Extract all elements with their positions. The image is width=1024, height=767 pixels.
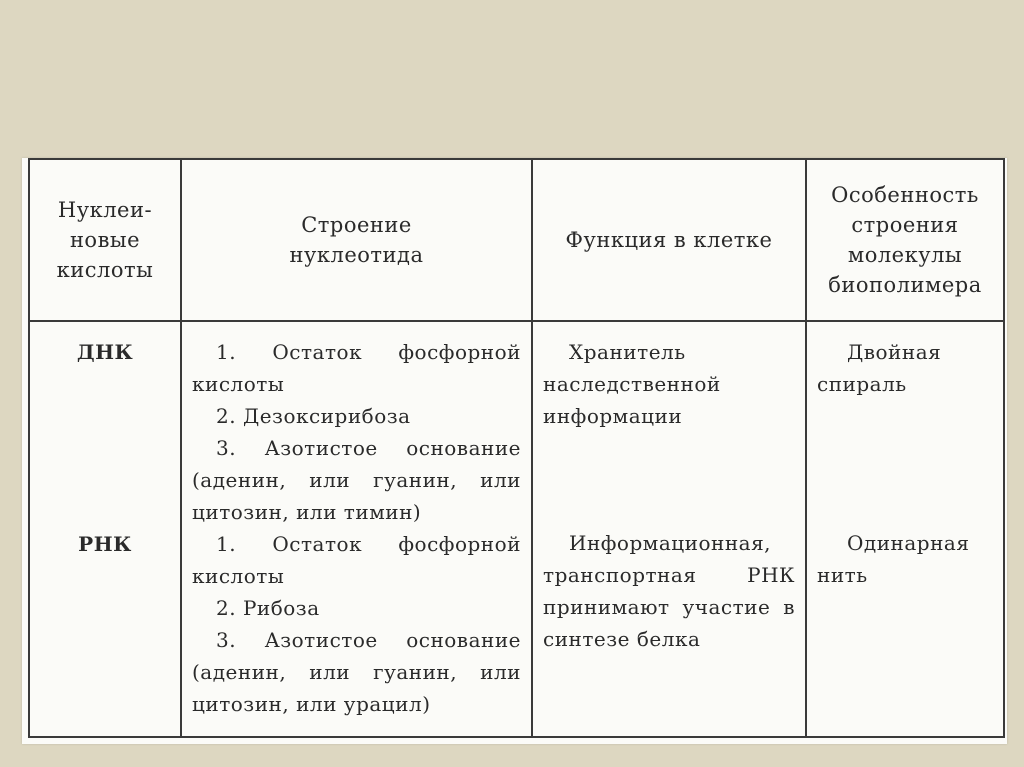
table-body-row — [29, 321, 1004, 737]
header-cell-function: Функция в клетке — [532, 159, 806, 321]
acid-cell — [29, 321, 181, 737]
acid-rna: РНК — [78, 532, 132, 556]
rna-structure-item-1: 1. Остаток фосфорной кислоты — [192, 532, 521, 588]
header-nucleic-acids: Нуклеи- новые кислоты — [29, 159, 181, 321]
header-nucleotide-structure: Строение нуклеотида — [181, 159, 532, 321]
rna-structure-item-2: 2. Рибоза — [216, 596, 320, 620]
dna-structure-item-3: 3. Азотистое основание (аденин, или гуанин, или цитозин, или тимин) — [192, 436, 521, 524]
acid-dna: ДНК — [76, 340, 134, 364]
feature-cell — [806, 321, 1004, 737]
dna-function: Хранитель наследственной информации — [543, 340, 721, 428]
rna-structure-item-3: 3. Азотистое основание (аденин, или гуанин, или цитозин, или урацил) — [192, 628, 521, 716]
function-cell — [532, 321, 806, 737]
table-sheet — [22, 158, 1007, 744]
rna-feature: Одинарная нить — [817, 531, 970, 587]
rna-function: Информационная, транспортная РНК принимают участие в синтезе белка — [543, 531, 795, 651]
dna-structure-item-2: 2. Дезоксирибоза — [216, 404, 411, 428]
structure-cell — [181, 321, 532, 737]
dna-feature: Двойная спираль — [817, 340, 942, 396]
dna-structure-item-1: 1. Остаток фосфорной кислоты — [192, 340, 521, 396]
header-structure-feature: Особенность строения молекулы биополимера — [806, 159, 1004, 321]
table-header-row — [29, 159, 1004, 321]
nucleic-acids-table — [28, 158, 1005, 738]
